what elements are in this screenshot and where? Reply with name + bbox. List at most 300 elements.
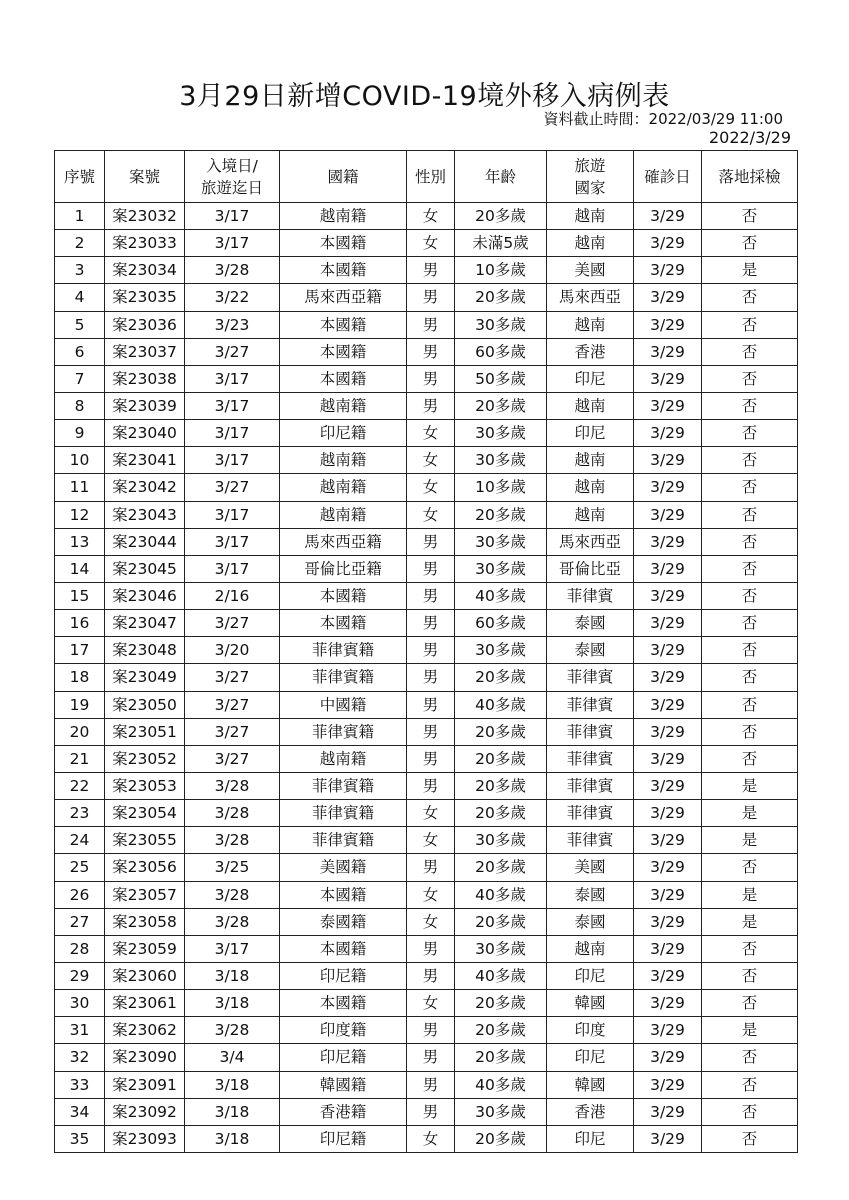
- cell-travel-country: 香港: [547, 338, 634, 365]
- cell-travel-country: 越南: [547, 311, 634, 338]
- cell-confirm-date: 3/29: [634, 1098, 702, 1125]
- cell-seq: 23: [55, 800, 105, 827]
- cell-entry-date: 3/17: [185, 365, 280, 392]
- cell-nationality: 菲律賓籍: [280, 772, 407, 799]
- cell-nationality: 本國籍: [280, 582, 407, 609]
- table-row: [55, 365, 798, 392]
- cell-entry-date: 3/27: [185, 718, 280, 745]
- cell-seq: 18: [55, 664, 105, 691]
- cell-sex: 男: [407, 1044, 455, 1071]
- table-row: [55, 420, 798, 447]
- cell-seq: 22: [55, 772, 105, 799]
- cell-case-number: 案23051: [105, 718, 185, 745]
- cell-age: 10多歲: [455, 257, 547, 284]
- header-entry-date: [185, 151, 280, 203]
- cell-sex: 男: [407, 854, 455, 881]
- cell-nationality: 菲律賓籍: [280, 637, 407, 664]
- cell-age: 20多歲: [455, 908, 547, 935]
- cell-sex: 女: [407, 203, 455, 230]
- cell-seq: 15: [55, 582, 105, 609]
- cell-arrival-test: 否: [702, 555, 798, 582]
- cell-sex: 男: [407, 637, 455, 664]
- table-row: [55, 1125, 798, 1152]
- cell-confirm-date: 3/29: [634, 854, 702, 881]
- cell-age: 20多歲: [455, 854, 547, 881]
- cell-case-number: 案23040: [105, 420, 185, 447]
- cell-confirm-date: 3/29: [634, 827, 702, 854]
- table-row: [55, 392, 798, 419]
- cell-age: 20多歲: [455, 772, 547, 799]
- table-row: [55, 990, 798, 1017]
- cell-confirm-date: 3/29: [634, 962, 702, 989]
- cell-arrival-test: 否: [702, 338, 798, 365]
- table-row: [55, 772, 798, 799]
- cell-case-number: 案23043: [105, 501, 185, 528]
- header-case-number: 案號: [105, 151, 185, 203]
- cell-nationality: 印尼籍: [280, 1125, 407, 1152]
- cell-entry-date: 3/4: [185, 1044, 280, 1071]
- cell-entry-date: 3/20: [185, 637, 280, 664]
- header-travel-country-line1: 旅遊: [574, 156, 606, 175]
- cell-travel-country: 印尼: [547, 365, 634, 392]
- cell-arrival-test: 否: [702, 392, 798, 419]
- cell-travel-country: 菲律賓: [547, 664, 634, 691]
- cell-nationality: 菲律賓籍: [280, 827, 407, 854]
- cell-arrival-test: 否: [702, 962, 798, 989]
- cell-seq: 10: [55, 447, 105, 474]
- cell-travel-country: 馬來西亞: [547, 284, 634, 311]
- cell-age: 40多歲: [455, 1071, 547, 1098]
- cell-age: 未滿5歲: [455, 230, 547, 257]
- cell-seq: 27: [55, 908, 105, 935]
- cell-entry-date: 3/17: [185, 501, 280, 528]
- cell-entry-date: 3/17: [185, 392, 280, 419]
- cell-nationality: 越南籍: [280, 392, 407, 419]
- table-row: [55, 962, 798, 989]
- cell-confirm-date: 3/29: [634, 203, 702, 230]
- cell-sex: 男: [407, 311, 455, 338]
- cell-age: 20多歲: [455, 664, 547, 691]
- cell-case-number: 案23038: [105, 365, 185, 392]
- cell-confirm-date: 3/29: [634, 447, 702, 474]
- header-arrival-test: 落地採檢: [702, 151, 798, 203]
- cell-age: 20多歲: [455, 392, 547, 419]
- cell-sex: 男: [407, 392, 455, 419]
- cell-age: 20多歲: [455, 1017, 547, 1044]
- cell-age: 60多歲: [455, 338, 547, 365]
- cell-arrival-test: 否: [702, 1071, 798, 1098]
- cell-age: 60多歲: [455, 610, 547, 637]
- table-row: [55, 474, 798, 501]
- cell-age: 20多歲: [455, 745, 547, 772]
- cell-travel-country: 菲律賓: [547, 772, 634, 799]
- header-entry-date-line2: 旅遊迄日: [200, 178, 263, 197]
- cell-entry-date: 3/17: [185, 420, 280, 447]
- cell-case-number: 案23054: [105, 800, 185, 827]
- cell-sex: 女: [407, 827, 455, 854]
- cell-arrival-test: 否: [702, 854, 798, 881]
- cell-case-number: 案23053: [105, 772, 185, 799]
- cell-confirm-date: 3/29: [634, 935, 702, 962]
- cell-case-number: 案23062: [105, 1017, 185, 1044]
- cell-nationality: 本國籍: [280, 610, 407, 637]
- cell-age: 40多歲: [455, 962, 547, 989]
- cell-nationality: 印度籍: [280, 1017, 407, 1044]
- cell-confirm-date: 3/29: [634, 528, 702, 555]
- cell-seq: 8: [55, 392, 105, 419]
- page-title: 3月29日新增COVID-19境外移入病例表: [179, 81, 670, 112]
- cell-travel-country: 美國: [547, 854, 634, 881]
- cell-nationality: 馬來西亞籍: [280, 528, 407, 555]
- cell-case-number: 案23050: [105, 691, 185, 718]
- table-row: [55, 908, 798, 935]
- cell-arrival-test: 是: [702, 827, 798, 854]
- cell-sex: 男: [407, 555, 455, 582]
- cell-entry-date: 3/17: [185, 447, 280, 474]
- cell-arrival-test: 否: [702, 528, 798, 555]
- cell-arrival-test: 否: [702, 610, 798, 637]
- cell-arrival-test: 否: [702, 230, 798, 257]
- cell-travel-country: 泰國: [547, 610, 634, 637]
- cell-sex: 女: [407, 1125, 455, 1152]
- cell-confirm-date: 3/29: [634, 800, 702, 827]
- cell-age: 30多歲: [455, 935, 547, 962]
- cell-confirm-date: 3/29: [634, 1125, 702, 1152]
- cell-arrival-test: 否: [702, 718, 798, 745]
- table-row: [55, 1098, 798, 1125]
- cell-arrival-test: 否: [702, 1125, 798, 1152]
- cell-seq: 12: [55, 501, 105, 528]
- cell-sex: 女: [407, 474, 455, 501]
- cell-age: 40多歲: [455, 582, 547, 609]
- cell-age: 20多歲: [455, 501, 547, 528]
- cell-sex: 男: [407, 338, 455, 365]
- cell-sex: 男: [407, 610, 455, 637]
- table-row: [55, 501, 798, 528]
- cell-case-number: 案23036: [105, 311, 185, 338]
- cell-arrival-test: 否: [702, 935, 798, 962]
- cell-sex: 男: [407, 962, 455, 989]
- cell-entry-date: 3/28: [185, 772, 280, 799]
- cell-seq: 2: [55, 230, 105, 257]
- cell-sex: 女: [407, 447, 455, 474]
- cell-travel-country: 泰國: [547, 908, 634, 935]
- cell-entry-date: 2/16: [185, 582, 280, 609]
- cell-sex: 男: [407, 528, 455, 555]
- table-row: [55, 1071, 798, 1098]
- cell-sex: 女: [407, 420, 455, 447]
- cell-nationality: 本國籍: [280, 990, 407, 1017]
- cell-nationality: 馬來西亞籍: [280, 284, 407, 311]
- cell-arrival-test: 是: [702, 257, 798, 284]
- cell-arrival-test: 否: [702, 474, 798, 501]
- cell-travel-country: 韓國: [547, 990, 634, 1017]
- cell-nationality: 泰國籍: [280, 908, 407, 935]
- cell-sex: 男: [407, 284, 455, 311]
- cell-confirm-date: 3/29: [634, 501, 702, 528]
- cell-nationality: 菲律賓籍: [280, 718, 407, 745]
- cell-seq: 33: [55, 1071, 105, 1098]
- cell-confirm-date: 3/29: [634, 908, 702, 935]
- cell-case-number: 案23049: [105, 664, 185, 691]
- cell-seq: 29: [55, 962, 105, 989]
- cell-arrival-test: 是: [702, 772, 798, 799]
- cell-case-number: 案23034: [105, 257, 185, 284]
- cell-entry-date: 3/28: [185, 827, 280, 854]
- cell-arrival-test: 否: [702, 745, 798, 772]
- cell-travel-country: 香港: [547, 1098, 634, 1125]
- cell-travel-country: 越南: [547, 392, 634, 419]
- table-row: [55, 230, 798, 257]
- cell-sex: 男: [407, 365, 455, 392]
- cell-confirm-date: 3/29: [634, 772, 702, 799]
- cell-entry-date: 3/17: [185, 555, 280, 582]
- cell-case-number: 案23046: [105, 582, 185, 609]
- cell-sex: 男: [407, 1071, 455, 1098]
- table-row: [55, 664, 798, 691]
- cell-arrival-test: 否: [702, 284, 798, 311]
- header-confirm-date: 確診日: [634, 151, 702, 203]
- cell-entry-date: 3/18: [185, 990, 280, 1017]
- cell-case-number: 案23091: [105, 1071, 185, 1098]
- cell-nationality: 中國籍: [280, 691, 407, 718]
- cell-age: 30多歲: [455, 528, 547, 555]
- cell-nationality: 印尼籍: [280, 420, 407, 447]
- cell-case-number: 案23033: [105, 230, 185, 257]
- cell-confirm-date: 3/29: [634, 610, 702, 637]
- table-row: [55, 637, 798, 664]
- header-sex: 性別: [407, 151, 455, 203]
- cell-entry-date: 3/27: [185, 610, 280, 637]
- cell-travel-country: 美國: [547, 257, 634, 284]
- cell-seq: 25: [55, 854, 105, 881]
- cell-case-number: 案23056: [105, 854, 185, 881]
- cell-nationality: 哥倫比亞籍: [280, 555, 407, 582]
- cell-case-number: 案23047: [105, 610, 185, 637]
- cell-confirm-date: 3/29: [634, 691, 702, 718]
- cell-travel-country: 菲律賓: [547, 691, 634, 718]
- cell-age: 40多歲: [455, 691, 547, 718]
- cell-travel-country: 印尼: [547, 1125, 634, 1152]
- table-row: [55, 203, 798, 230]
- cell-case-number: 案23057: [105, 881, 185, 908]
- cell-case-number: 案23093: [105, 1125, 185, 1152]
- table-row: [55, 800, 798, 827]
- cell-confirm-date: 3/29: [634, 582, 702, 609]
- cell-confirm-date: 3/29: [634, 1044, 702, 1071]
- cell-travel-country: 印尼: [547, 420, 634, 447]
- cell-confirm-date: 3/29: [634, 555, 702, 582]
- cell-confirm-date: 3/29: [634, 474, 702, 501]
- cell-arrival-test: 否: [702, 365, 798, 392]
- cell-case-number: 案23059: [105, 935, 185, 962]
- cell-travel-country: 越南: [547, 447, 634, 474]
- cell-confirm-date: 3/29: [634, 1071, 702, 1098]
- table-row: [55, 691, 798, 718]
- cell-case-number: 案23035: [105, 284, 185, 311]
- cell-arrival-test: 否: [702, 582, 798, 609]
- cell-nationality: 菲律賓籍: [280, 664, 407, 691]
- table-row: [55, 718, 798, 745]
- cell-confirm-date: 3/29: [634, 718, 702, 745]
- cell-arrival-test: 否: [702, 447, 798, 474]
- cell-seq: 30: [55, 990, 105, 1017]
- cell-nationality: 本國籍: [280, 881, 407, 908]
- cell-nationality: 印尼籍: [280, 962, 407, 989]
- cell-confirm-date: 3/29: [634, 284, 702, 311]
- cell-sex: 女: [407, 230, 455, 257]
- cell-entry-date: 3/23: [185, 311, 280, 338]
- cell-confirm-date: 3/29: [634, 664, 702, 691]
- cell-confirm-date: 3/29: [634, 990, 702, 1017]
- cell-arrival-test: 否: [702, 311, 798, 338]
- cell-entry-date: 3/28: [185, 881, 280, 908]
- cell-age: 20多歲: [455, 718, 547, 745]
- table-row: [55, 745, 798, 772]
- cell-confirm-date: 3/29: [634, 311, 702, 338]
- cell-case-number: 案23044: [105, 528, 185, 555]
- cell-arrival-test: 否: [702, 203, 798, 230]
- cell-age: 20多歲: [455, 284, 547, 311]
- cases-table: [54, 150, 798, 1153]
- cell-seq: 21: [55, 745, 105, 772]
- cell-arrival-test: 否: [702, 990, 798, 1017]
- cell-age: 30多歲: [455, 555, 547, 582]
- cell-sex: 男: [407, 1017, 455, 1044]
- table-row: [55, 854, 798, 881]
- cell-arrival-test: 是: [702, 881, 798, 908]
- table-body: [55, 203, 798, 1153]
- header-nationality: 國籍: [280, 151, 407, 203]
- cell-case-number: 案23042: [105, 474, 185, 501]
- cell-sex: 男: [407, 664, 455, 691]
- cell-seq: 35: [55, 1125, 105, 1152]
- cell-seq: 13: [55, 528, 105, 555]
- cell-travel-country: 菲律賓: [547, 745, 634, 772]
- cell-seq: 14: [55, 555, 105, 582]
- cell-travel-country: 越南: [547, 474, 634, 501]
- cell-age: 20多歲: [455, 1044, 547, 1071]
- cell-travel-country: 泰國: [547, 637, 634, 664]
- table-row: [55, 528, 798, 555]
- cell-nationality: 本國籍: [280, 311, 407, 338]
- cell-entry-date: 3/18: [185, 1125, 280, 1152]
- cell-travel-country: 越南: [547, 501, 634, 528]
- cell-confirm-date: 3/29: [634, 338, 702, 365]
- table-row: [55, 284, 798, 311]
- cell-nationality: 越南籍: [280, 203, 407, 230]
- cell-arrival-test: 是: [702, 1017, 798, 1044]
- cell-nationality: 越南籍: [280, 447, 407, 474]
- cell-seq: 24: [55, 827, 105, 854]
- cell-entry-date: 3/27: [185, 691, 280, 718]
- cell-case-number: 案23061: [105, 990, 185, 1017]
- cell-confirm-date: 3/29: [634, 745, 702, 772]
- cell-case-number: 案23041: [105, 447, 185, 474]
- cell-sex: 男: [407, 257, 455, 284]
- header-travel-country: [547, 151, 634, 203]
- cell-seq: 17: [55, 637, 105, 664]
- cell-confirm-date: 3/29: [634, 230, 702, 257]
- cell-sex: 男: [407, 718, 455, 745]
- cell-travel-country: 印尼: [547, 1044, 634, 1071]
- cell-case-number: 案23058: [105, 908, 185, 935]
- cell-entry-date: 3/18: [185, 962, 280, 989]
- cell-nationality: 越南籍: [280, 474, 407, 501]
- cell-travel-country: 印度: [547, 1017, 634, 1044]
- cell-confirm-date: 3/29: [634, 420, 702, 447]
- cell-arrival-test: 否: [702, 664, 798, 691]
- cell-case-number: 案23048: [105, 637, 185, 664]
- cell-seq: 9: [55, 420, 105, 447]
- cell-sex: 男: [407, 691, 455, 718]
- cell-sex: 男: [407, 772, 455, 799]
- cell-travel-country: 印尼: [547, 962, 634, 989]
- cell-entry-date: 3/27: [185, 338, 280, 365]
- cell-seq: 4: [55, 284, 105, 311]
- cell-confirm-date: 3/29: [634, 881, 702, 908]
- cell-nationality: 本國籍: [280, 230, 407, 257]
- cell-travel-country: 越南: [547, 230, 634, 257]
- cell-sex: 男: [407, 582, 455, 609]
- cell-entry-date: 3/28: [185, 257, 280, 284]
- table-row: [55, 447, 798, 474]
- cell-seq: 32: [55, 1044, 105, 1071]
- table-row: [55, 827, 798, 854]
- cell-confirm-date: 3/29: [634, 1017, 702, 1044]
- cell-arrival-test: 是: [702, 800, 798, 827]
- cell-nationality: 印尼籍: [280, 1044, 407, 1071]
- cell-nationality: 韓國籍: [280, 1071, 407, 1098]
- cell-seq: 1: [55, 203, 105, 230]
- header-age: 年齡: [455, 151, 547, 203]
- cell-sex: 女: [407, 800, 455, 827]
- cell-confirm-date: 3/29: [634, 365, 702, 392]
- cell-sex: 女: [407, 881, 455, 908]
- table-row: [55, 935, 798, 962]
- cell-arrival-test: 是: [702, 908, 798, 935]
- cell-entry-date: 3/27: [185, 474, 280, 501]
- table-row: [55, 311, 798, 338]
- cell-sex: 男: [407, 745, 455, 772]
- cell-sex: 女: [407, 990, 455, 1017]
- cell-entry-date: 3/25: [185, 854, 280, 881]
- cell-case-number: 案23052: [105, 745, 185, 772]
- cell-arrival-test: 否: [702, 420, 798, 447]
- cell-seq: 5: [55, 311, 105, 338]
- cell-seq: 19: [55, 691, 105, 718]
- cell-case-number: 案23037: [105, 338, 185, 365]
- cell-sex: 男: [407, 1098, 455, 1125]
- cell-entry-date: 3/28: [185, 1017, 280, 1044]
- table-row: [55, 1017, 798, 1044]
- cell-confirm-date: 3/29: [634, 392, 702, 419]
- cell-nationality: 本國籍: [280, 365, 407, 392]
- cell-entry-date: 3/17: [185, 203, 280, 230]
- cell-arrival-test: 否: [702, 501, 798, 528]
- cell-entry-date: 3/18: [185, 1071, 280, 1098]
- cell-nationality: 本國籍: [280, 935, 407, 962]
- data-cutoff-time: 資料截止時間：2022/03/29 11:00: [543, 110, 783, 128]
- cell-age: 50多歲: [455, 365, 547, 392]
- table-row: [55, 1044, 798, 1071]
- cell-age: 30多歲: [455, 447, 547, 474]
- cell-seq: 34: [55, 1098, 105, 1125]
- header-travel-country-line2: 國家: [574, 178, 606, 197]
- table-row: [55, 257, 798, 284]
- cell-seq: 28: [55, 935, 105, 962]
- report-date: 2022/3/29: [708, 128, 791, 147]
